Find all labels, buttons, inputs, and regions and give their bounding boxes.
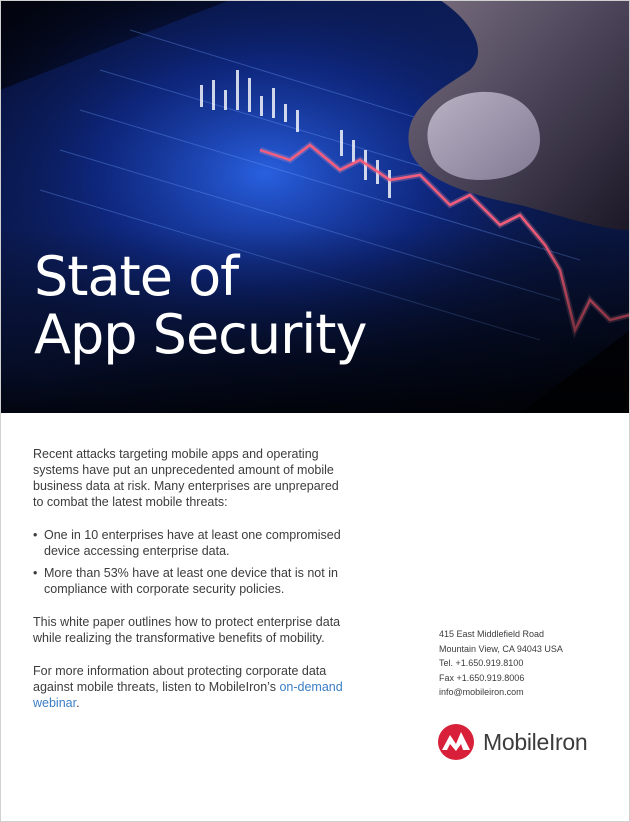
contact-block [439, 627, 563, 700]
fax: Fax +1.650.919.8006 [439, 672, 525, 683]
bullet-icon: • [33, 528, 38, 542]
mobileiron-logo-icon [437, 723, 475, 761]
telephone: Tel. +1.650.919.8100 [439, 658, 524, 668]
main-text-column [33, 446, 343, 728]
more-info-end: . [76, 696, 80, 710]
logo-wordmark: MobileIron [483, 728, 588, 755]
title-line-1: State of [34, 245, 239, 308]
address-line-1: 415 East Middlefield Road [439, 629, 545, 639]
outline-paragraph: This white paper outlines how to protect enterprise data while realizing the transformative benefits of mobility. [33, 615, 341, 645]
webinar-link[interactable]: on-demand webinar [33, 680, 343, 710]
mobileiron-logo [437, 722, 587, 762]
list-item [33, 565, 343, 597]
page-title [34, 245, 367, 366]
list-item [33, 527, 343, 559]
title-line-2: App Security [34, 303, 367, 366]
statistics-list [33, 527, 343, 597]
more-info-text: For more information about protecting corporate data against mobile threats, listen to MobileIron’s [33, 664, 327, 694]
more-info-paragraph [33, 663, 343, 711]
address-line-2: Mountain View, CA 94043 USA [439, 643, 563, 654]
intro-paragraph: Recent attacks targeting mobile apps and operating systems have put an unprecedented amount of mobile business data at risk. Many enterprises are unprepared to combat the latest mobile threats: [33, 447, 339, 509]
bullet-text: One in 10 enterprises have at least one compromised device accessing enterprise data. [44, 528, 341, 558]
bullet-text: More than 53% have at least one device that is not in compliance with corporate security policies. [44, 566, 338, 596]
email-link[interactable]: info@mobileiron.com [439, 687, 524, 697]
bullet-icon: • [33, 566, 38, 580]
